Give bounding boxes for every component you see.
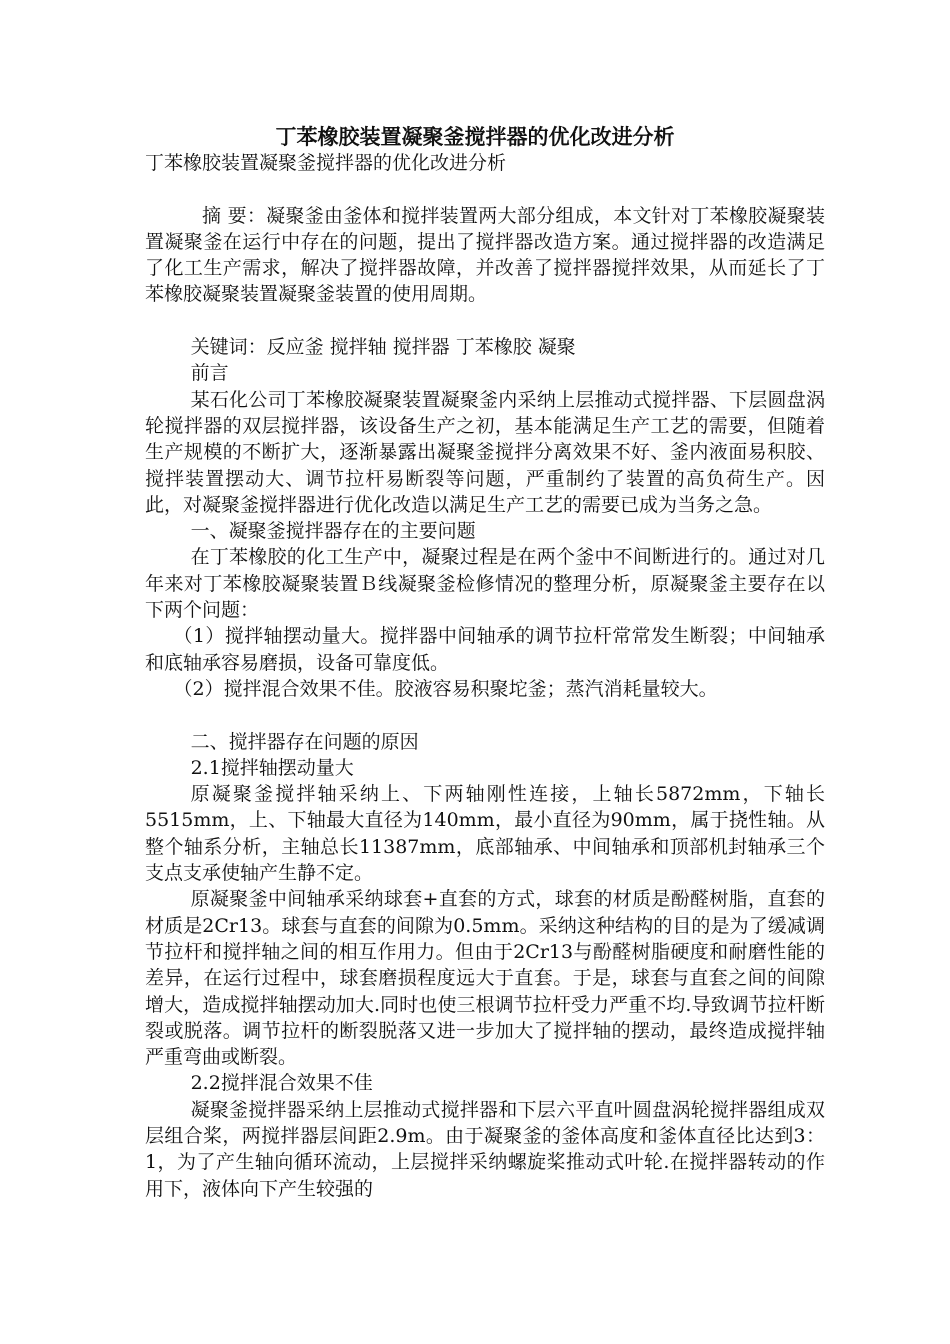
document-subtitle: 丁苯橡胶装置凝聚釜搅拌器的优化改进分析 xyxy=(145,152,507,174)
subsection-2-1-heading: 2.1搅拌轴摆动量大 xyxy=(190,756,354,779)
subsection-2-1-paragraph-1: 原凝聚釜搅拌轴采纳上、下两轴刚性连接，上轴长5872mm，下轴长5515mm，上、下轴最大直径为140mm，最小直径为90mm，属于挠性轴。从整个轴系分析，主轴总长11387mm，底部轴承、中间轴承和顶部机封轴承三个支点支承使轴产生静不定。 xyxy=(145,783,825,885)
subsection-2-2-paragraph: 凝聚釜搅拌器采纳上层推动式搅拌器和下层六平直叶圆盘涡轮搅拌器组成双层组合桨，两搅拌器层间距2.9m。由于凝聚釜的釜体高度和釜体直径比达到3：1，为了产生轴向循环流动，上层搅拌采纳螺旋桨推动式叶轮.在搅拌器转动的作用下，液体向下产生较强的 xyxy=(145,1098,825,1200)
keywords-line: 关键词：反应釜 搅拌轴 搅拌器 丁苯橡胶 凝聚 xyxy=(190,336,576,359)
section1-heading: 一、凝聚釜搅拌器存在的主要问题 xyxy=(190,520,476,543)
abstract-paragraph: 摘 要：凝聚釜由釜体和搅拌装置两大部分组成，本文针对丁苯橡胶凝聚装置凝聚釜在运行中存在的问题，提出了搅拌器改造方案。通过搅拌器的改造满足了化工生产需求，解决了搅拌器故障，并改善了搅拌器搅拌效果，从而延长了丁苯橡胶凝聚装置凝聚釜装置的使用周期。 xyxy=(145,204,825,306)
section1-item-1: （1）搅拌轴摆动量大。搅拌器中间轴承的调节拉杆常常发生断裂；中间轴承和底轴承容易磨损，设备可靠度低。 xyxy=(145,625,825,674)
subsection-2-1-paragraph-2: 原凝聚釜中间轴承采纳球套+直套的方式，球套的材质是酚醛树脂，直套的材质是2Cr13。球套与直套的间隙为0.5mm。采纳这种结构的目的是为了缓减调节拉杆和搅拌轴之间的相互作用力。但由于2Cr13与酚醛树脂硬度和耐磨性能的差异，在运行过程中，球套磨损程度远大于直套。于是，球套与直套之间的间隙增大，造成搅拌轴摆动加大.同时也使三根调节拉杆受力严重不均.导致调节拉杆断裂或脱落。调节拉杆的断裂脱落又进一步加大了搅拌轴的摆动，最终造成搅拌轴严重弯曲或断裂。 xyxy=(145,888,825,1069)
blank-line xyxy=(145,176,825,202)
document-title: 丁苯橡胶装置凝聚釜搅拌器的优化改进分析 xyxy=(275,124,675,149)
section1-item-2: （2）搅拌混合效果不佳。胶液容易积聚坨釜；蒸汽消耗量较大。 xyxy=(173,677,718,700)
subsection-2-2-heading: 2.2搅拌混合效果不佳 xyxy=(190,1072,373,1095)
section2-heading: 二、搅拌器存在问题的原因 xyxy=(190,730,419,753)
preface-heading: 前言 xyxy=(190,362,229,385)
blank-line xyxy=(145,702,825,728)
section1-paragraph: 在丁苯橡胶的化工生产中，凝聚过程是在两个釜中不间断进行的。通过对几年来对丁苯橡胶凝聚装置Ｂ线凝聚釜检修情况的整理分析，原凝聚釜主要存在以下两个问题： xyxy=(145,546,825,622)
document-body xyxy=(145,150,825,1202)
preface-paragraph: 某石化公司丁苯橡胶凝聚装置凝聚釜内采纳上层推动式搅拌器、下层圆盘涡轮搅拌器的双层搅拌器，该设备生产之初，基本能满足生产工艺的需要，但随着生产规模的不断扩大，逐渐暴露出凝聚釜搅拌分离效果不好、釜内液面易积胶、搅拌装置摆动大、调节拉杆易断裂等问题，严重制约了装置的高负荷生产。因此，对凝聚釜搅拌器进行优化改造以满足生产工艺的需要已成为当务之急。 xyxy=(145,388,825,516)
blank-line xyxy=(145,308,825,334)
